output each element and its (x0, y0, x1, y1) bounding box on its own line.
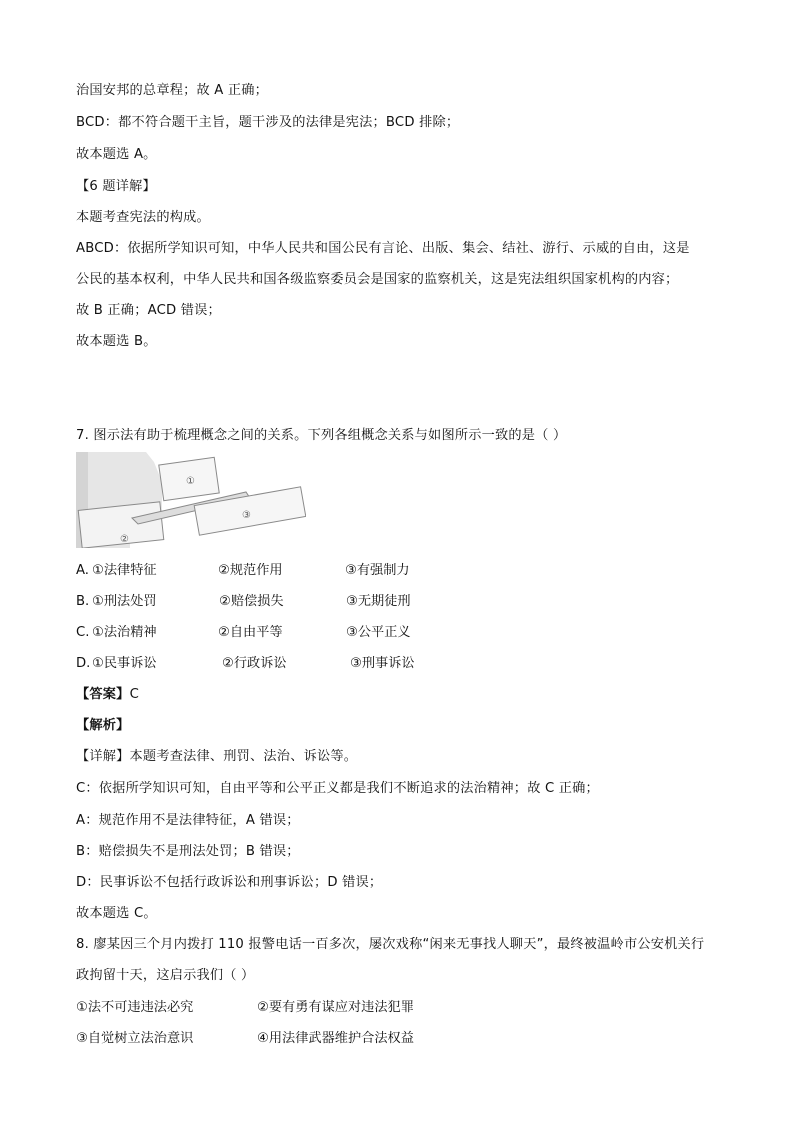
option-item: ①法治精神 (92, 625, 157, 640)
figure-label-2: ② (120, 534, 129, 545)
q6-conclusion: 故本题选 B。 (76, 334, 157, 349)
q7-detail: 【详解】本题考查法律、刑罚、法治、诉讼等。 (76, 749, 358, 764)
q6-header: 【6 题详解】 (76, 179, 156, 194)
q7-explanation-line: A：规范作用不是法律特征，A 错误； (76, 813, 300, 828)
q6-analysis-line: ABCD：依据所学知识可知，中华人民共和国公民有言论、出版、集会、结社、游行、示威的自由，这是 (76, 241, 690, 256)
figure-label-3: ③ (242, 510, 251, 521)
concept-diagram-figure (76, 452, 306, 548)
figure-label-1: ① (186, 476, 195, 487)
option-item: ③公平正义 (346, 625, 411, 640)
option-item: ③无期徒刑 (346, 594, 411, 609)
option-item: ②规范作用 (218, 563, 283, 578)
q7-stem: 7. 图示法有助于梳理概念之间的关系。下列各组概念关系与如图所示一致的是（ ） (76, 428, 567, 443)
q8-stem-line: 政拘留十天，这启示我们（ ） (76, 968, 255, 983)
text-line: 治国安邦的总章程；故 A 正确； (76, 83, 269, 98)
q7-explanation-line: B：赔偿损失不是刑法处罚；B 错误； (76, 844, 300, 859)
option-letter: D. (76, 656, 91, 671)
answer-value: C (129, 687, 139, 702)
q8-option-1: ①法不可违违法必究 (76, 1000, 194, 1015)
q7-explanation-line: C：依据所学知识可知，自由平等和公平正义都是我们不断追求的法治精神；故 C 正确； (76, 781, 599, 796)
option-item: ②赔偿损失 (219, 594, 284, 609)
option-item: ②行政诉讼 (222, 656, 287, 671)
text-line: BCD：都不符合题干主旨，题干涉及的法律是宪法；BCD 排除； (76, 115, 460, 130)
q6-topic: 本题考查宪法的构成。 (76, 210, 210, 225)
option-letter: B. (76, 594, 90, 609)
q7-analysis-label: 【解析】 (76, 718, 130, 733)
q8-option-2: ②要有勇有谋应对违法犯罪 (257, 1000, 414, 1015)
q8-stem-line: 8. 廖某因三个月内拨打 110 报警电话一百多次，屡次戏称“闲来无事找人聊天”，最终被温岭市公安机关行 (76, 937, 705, 952)
option-item: ①民事诉讼 (92, 656, 157, 671)
option-letter: A. (76, 563, 89, 578)
option-item: ①刑法处罚 (92, 594, 157, 609)
q6-analysis-line: 故 B 正确；ACD 错误； (76, 303, 221, 318)
q6-analysis-line: 公民的基本权利，中华人民共和国各级监察委员会是国家的监察机关，这是宪法组织国家机构的内容； (76, 272, 679, 287)
q7-conclusion: 故本题选 C。 (76, 906, 157, 921)
option-item: ③刑事诉讼 (350, 656, 415, 671)
option-item: ①法律特征 (92, 563, 157, 578)
option-item: ③有强制力 (345, 563, 410, 578)
option-item: ②自由平等 (218, 625, 283, 640)
q8-option-4: ④用法律武器维护合法权益 (257, 1031, 414, 1046)
q8-option-3: ③自觉树立法治意识 (76, 1031, 194, 1046)
q7-answer (76, 686, 139, 704)
text-line: 故本题选 A。 (76, 147, 157, 162)
answer-label: 【答案】 (76, 687, 130, 702)
q7-explanation-line: D：民事诉讼不包括行政诉讼和刑事诉讼；D 错误； (76, 875, 383, 890)
option-letter: C. (76, 625, 90, 640)
